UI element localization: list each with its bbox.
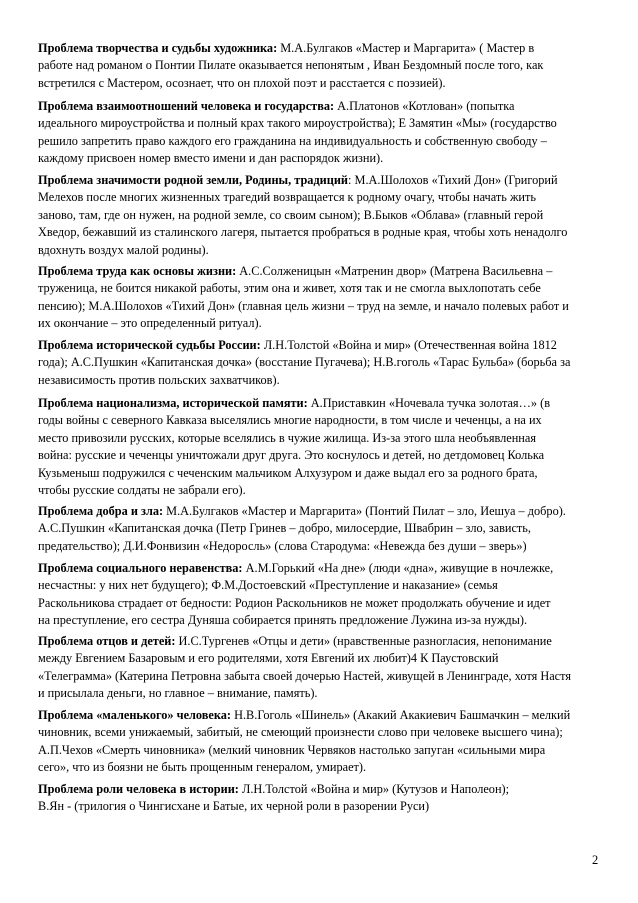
paragraph-text: пенсию); М.А.Шолохов «Тихий Дон» (главная цель жизни – труд на земле, и начало полевых работ и — [38, 298, 569, 313]
paragraph-man-and-state — [38, 98, 594, 168]
paragraph-heading: Проблема «маленького» человека: — [38, 708, 232, 722]
paragraph-text: годы войны с северного Кавказа выселялись многие народности, в том числе и чеченцы, а на их — [38, 413, 542, 428]
paragraph-heading: Проблема социального неравенства: — [38, 561, 243, 575]
paragraph-heading: Проблема творчества и судьбы художника: — [38, 41, 278, 55]
paragraph-text: вдохнуть воздух малой родины). — [38, 242, 209, 257]
paragraph-text: идеального мироустройства и полный крах такого мироустройства); Е Замятин «Мы» (государство — [38, 116, 557, 131]
paragraph-text: Хведор, бежавший из сталинского лагеря, пытается пробраться в родные края, чтобы хоть ненадолго — [38, 225, 568, 240]
paragraph-native-land — [38, 172, 594, 259]
paragraph-text: война: русские и чеченцы уничтожали друг друга. Это коснулось и детей, но детдомовец Колька — [38, 448, 545, 463]
paragraph-text: М.А.Булгаков «Мастер и Маргарита» ( Мастер в — [277, 41, 535, 55]
paragraph-heading: Проблема взаимоотношений человека и государства: — [38, 99, 335, 113]
paragraph-role-in-history — [38, 781, 594, 816]
paragraph-text: И.С.Тургенев «Отцы и дети» (нравственные разногласия, непонимание — [175, 634, 552, 648]
paragraph-text: А.С.Солженицын «Матренин двор» (Матрена Васильевна – — [236, 264, 553, 278]
paragraph-text: их окончание – это определенный ритуал). — [38, 316, 262, 331]
paragraph-text: на преступление, его сестра Дуняша собирается принять предложение Лужина из-за нужды). — [38, 613, 528, 628]
paragraph-heading: Проблема национализма, исторической памяти: — [38, 396, 308, 410]
paragraph-text: чиновник, всеми унижаемый, забитый, не смеющий произнести слово при человеке высшего чина); — [38, 725, 563, 740]
paragraph-text: Раскольникова страдает от бедности: Родион Раскольников не может продолжать обучение и идет — [38, 595, 551, 610]
paragraph-heading: Проблема значимости родной земли, Родины, традиций — [38, 173, 349, 187]
paragraph-heading: Проблема добра и зла: — [38, 504, 164, 518]
paragraph-text: и присылала деньги, но главное – внимание, память). — [38, 686, 318, 701]
paragraph-social-inequality — [38, 560, 594, 630]
paragraph-text: встретился с Мастером, осознает, что он плохой поэт и расстается с поэзией). — [38, 75, 446, 90]
paragraph-text: : М.А.Шолохов «Тихий Дон» (Григорий — [348, 173, 558, 187]
paragraph-text: каждому присвоен номер вместо имени и дан распорядок жизни). — [38, 151, 384, 166]
paragraph-text: Л.Н.Толстой «Война и мир» (Кутузов и Наполеон); — [238, 782, 510, 796]
paragraph-text: Мелехов после многих жизненных трагедий возвращается к родному очагу, чтобы начать жить — [38, 190, 536, 205]
paragraph-heading: Проблема труда как основы жизни: — [38, 264, 237, 278]
paragraph-text: предательство); Д.И.Фонвизин «Недоросль» (слова Стародума: «Невежда без души – зверь») — [38, 538, 527, 553]
paragraph-text: между Евгением Базаровым и его родителями, хотя Евгений их любит)4 К Паустовский — [38, 651, 499, 666]
paragraph-russia-history — [38, 337, 594, 389]
paragraph-text: место привозили русских, которые вселялись в чужие жилища. Из-за этого шла необъявленная — [38, 430, 536, 445]
paragraph-text: работе над романом о Понтии Пилате оказывается непонятым , Иван Бездомный после того, как — [38, 58, 544, 73]
paragraph-heading: Проблема исторической судьбы России: — [38, 338, 261, 352]
paragraph-text: А.Приставкин «Ночевала тучка золотая…» (в — [307, 396, 551, 410]
paragraph-text: сего», что из боязни не быть прощенным генералом, умирает). — [38, 760, 367, 775]
paragraph-text: Н.В.Гоголь «Шинель» (Акакий Акакиевич Башмачкин – мелкий — [231, 708, 571, 722]
paragraph-little-man — [38, 707, 594, 777]
paragraph-heading: Проблема отцов и детей: — [38, 634, 176, 648]
paragraph-text: решило запретить право каждого его гражданина на индивидуальность и собственную свободу – — [38, 133, 547, 148]
paragraph-text: независимость против польских захватчиков). — [38, 372, 280, 387]
paragraph-text: А.М.Горький «На дне» (люди «дна», живущие в ночлежке, — [242, 561, 554, 575]
paragraph-artist-fate — [38, 40, 594, 92]
paragraph-text: несчастны: у них нет будущего); Ф.М.Достоевский «Преступление и наказание» (семья — [38, 578, 498, 593]
paragraph-text: М.А.Булгаков «Мастер и Маргарита» (Понтий Пилат – зло, Иешуа – добро). — [163, 504, 566, 518]
paragraph-nationalism — [38, 395, 594, 499]
paragraph-labor — [38, 263, 594, 333]
paragraph-good-evil — [38, 503, 594, 555]
paragraph-text: Кузьменыш подружился с чеченским мальчиком Алхузуром и даже выдал его за родного брата, — [38, 465, 538, 480]
paragraph-heading: Проблема роли человека в истории: — [38, 782, 239, 796]
paragraph-text: чтобы русские солдаты не забрали его). — [38, 483, 246, 498]
page-number: 2 — [592, 853, 599, 867]
paragraph-text: А.С.Пушкин «Капитанская дочка (Петр Гринев – добро, милосердие, Швабрин – зло, зависть, — [38, 521, 531, 536]
paragraph-text: Л.Н.Толстой «Война и мир» (Отечественная война 1812 — [260, 338, 557, 352]
paragraph-text: В.Ян - (трилогия о Чингисхане и Батые, их черной роли в разорении Руси) — [38, 799, 430, 814]
paragraph-text: заново, там, где он нужен, на родной земле, со своим сыном); В.Быков «Облава» (главный герой — [38, 207, 544, 222]
paragraph-text: А.Платонов «Котлован» (попытка — [334, 99, 515, 113]
paragraph-text: года); А.С.Пушкин «Капитанская дочка» (восстание Пугачева); Н.В.гоголь «Тарас Бульба» (борьба за — [38, 355, 571, 370]
paragraph-text: А.П.Чехов «Смерть чиновника» (мелкий чиновник Червяков настолько запуган «сильными мира — [38, 742, 546, 757]
paragraph-text: труженица, не боится никакой работы, этим она и живет, хотя так и не смогла выхлопотать себе — [38, 281, 541, 296]
paragraph-text: «Телеграмма» (Катерина Петровна забыта своей дочерью Настей, живущей в Ленинграде, хотя Настя — [38, 668, 571, 683]
paragraph-fathers-children — [38, 633, 594, 703]
